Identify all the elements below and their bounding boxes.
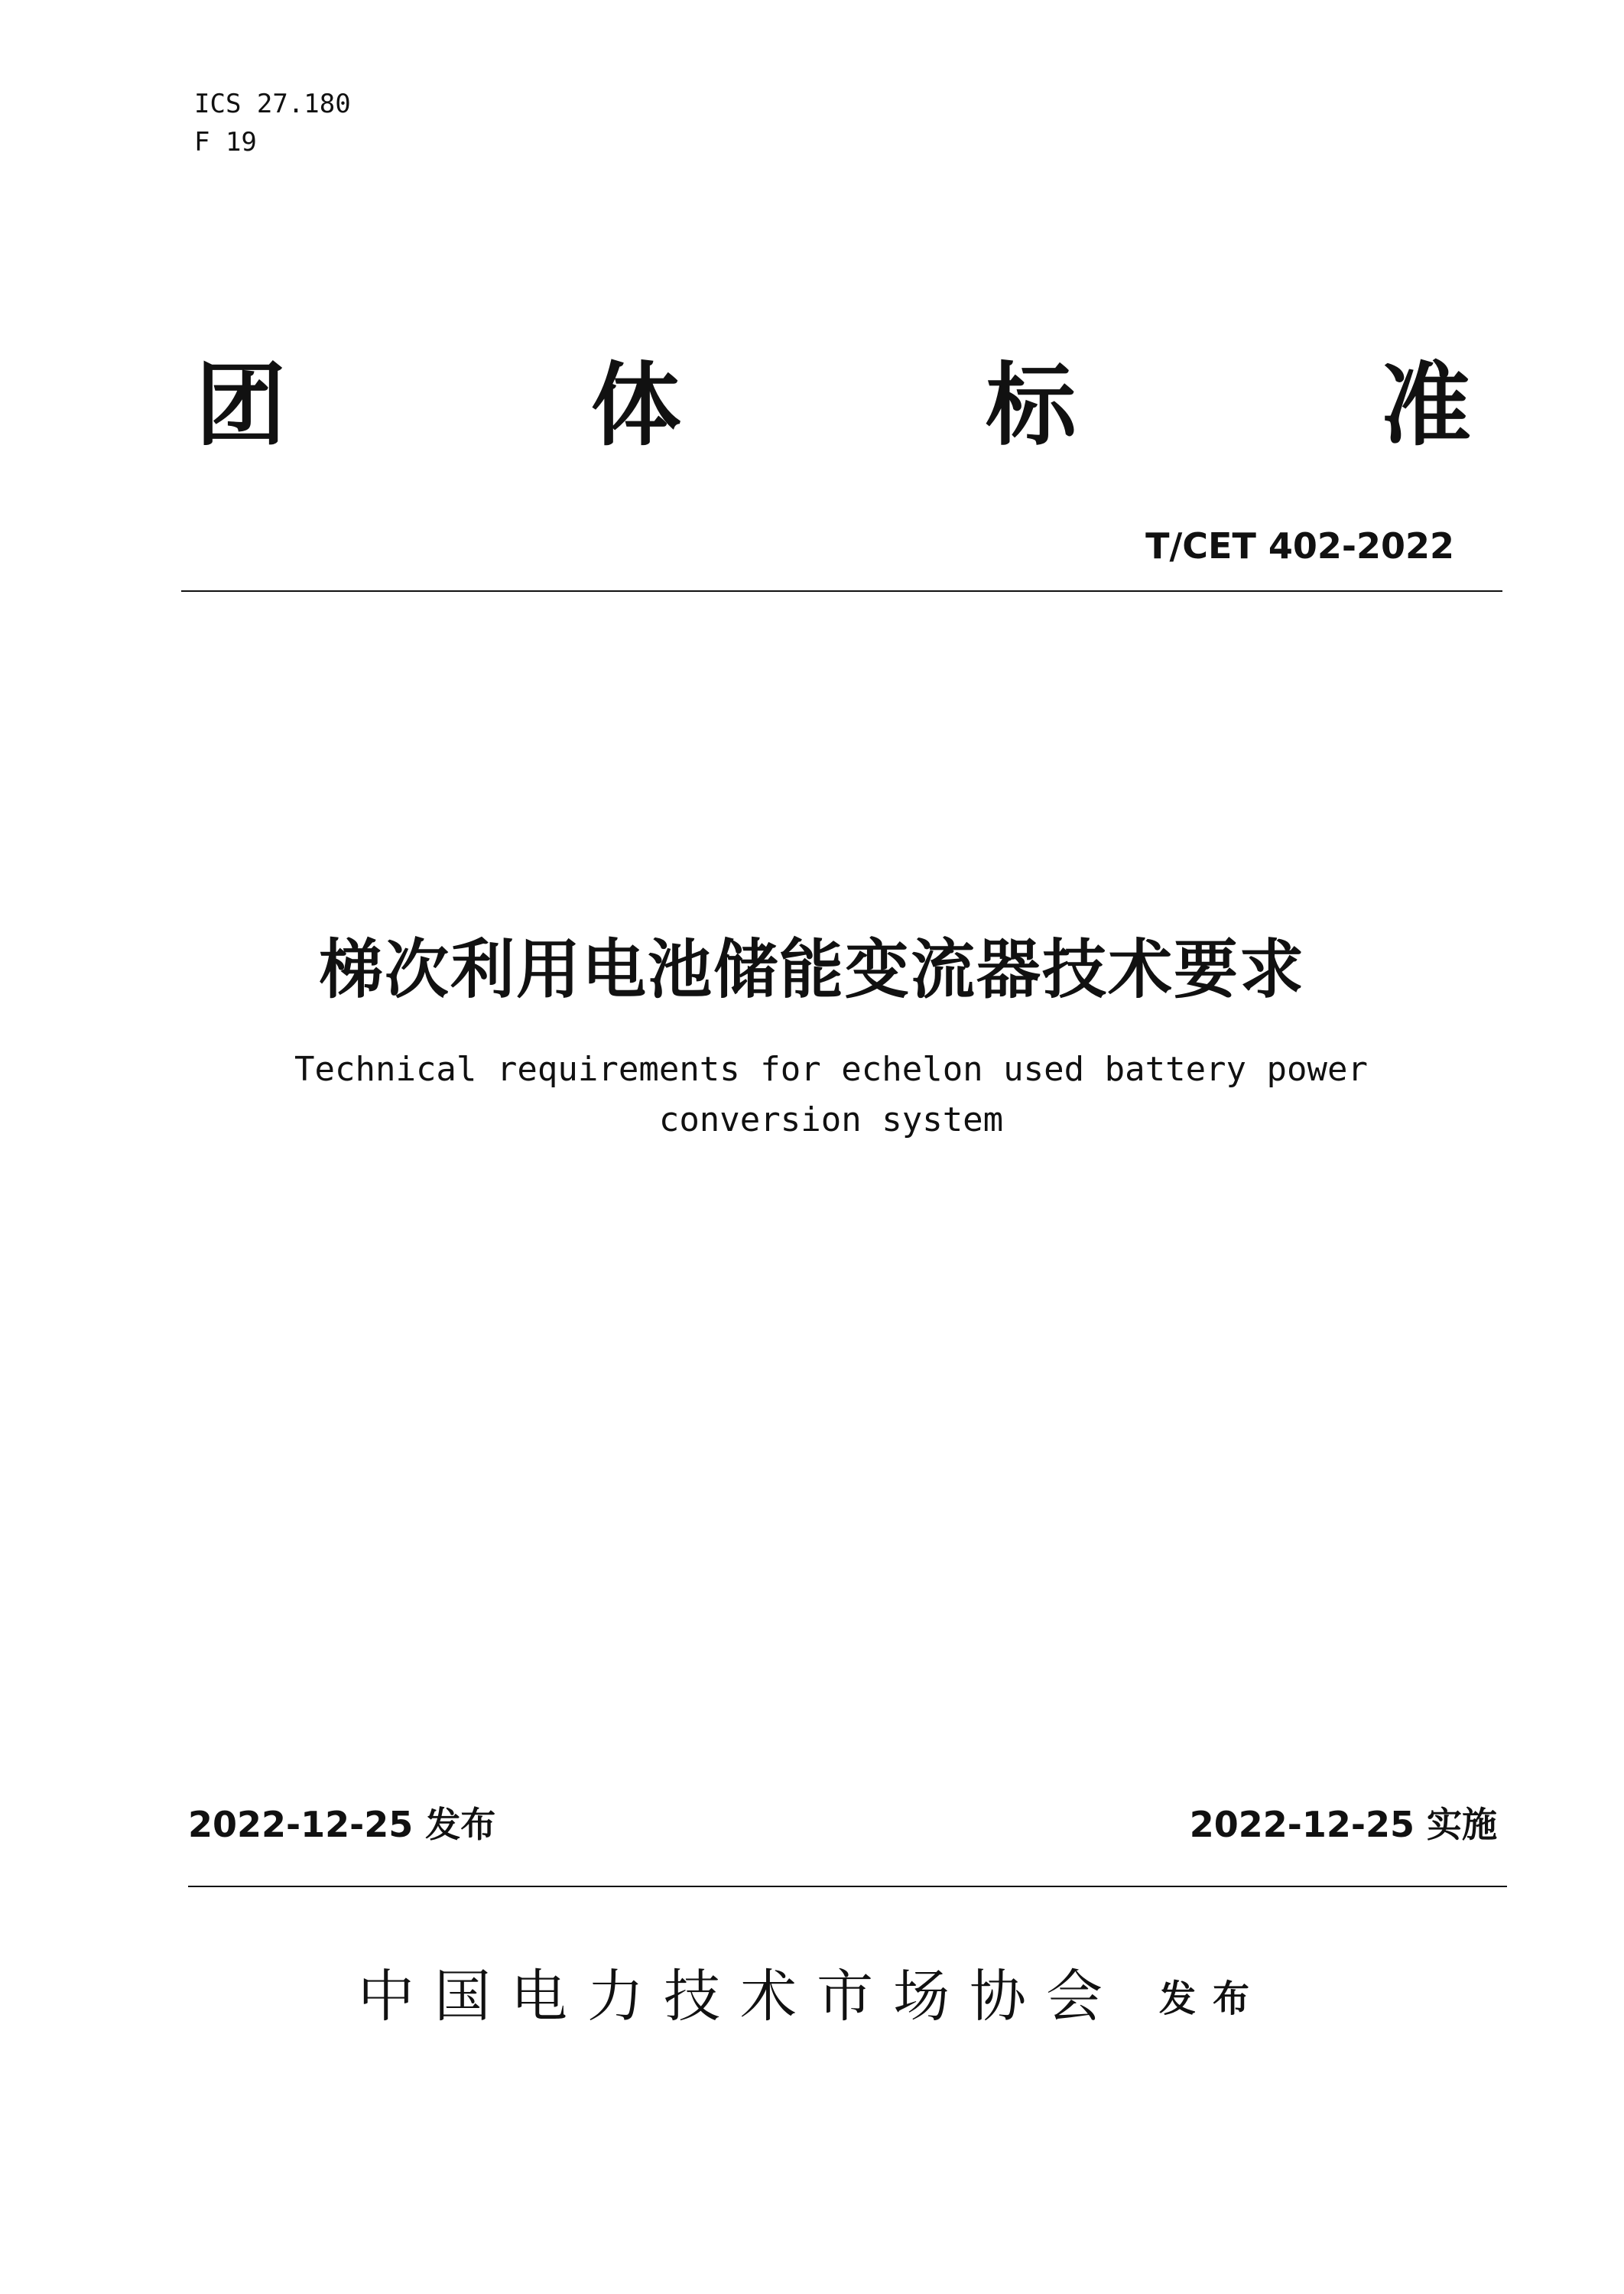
- publisher-name: 中国电力技术市场协会: [357, 1964, 1122, 2029]
- classification-code: F 19: [194, 127, 257, 158]
- standard-type-char: 准: [1380, 353, 1471, 458]
- title-chinese: 梯次利用电池储能变流器技术要求: [318, 932, 1305, 1007]
- issue-date: 2022-12-25 发布: [188, 1804, 496, 1845]
- standard-type-char: 团: [195, 353, 286, 458]
- publisher-line: [0, 1962, 1624, 2031]
- title-english: Technical requirements for echelon used battery power conversion system: [294, 1050, 1368, 1139]
- standard-type-heading: [191, 353, 1476, 458]
- bottom-divider: [188, 1886, 1507, 1887]
- standard-type-char: 标: [986, 353, 1077, 458]
- standard-type-char: 体: [590, 353, 681, 458]
- publish-label: 发布: [1158, 1977, 1266, 2020]
- implementation-date: 2022-12-25 实施: [1189, 1804, 1497, 1845]
- ics-code: ICS 27.180: [194, 89, 351, 119]
- top-divider: [181, 590, 1502, 592]
- standard-number: T/CET 402-2022: [1145, 525, 1454, 567]
